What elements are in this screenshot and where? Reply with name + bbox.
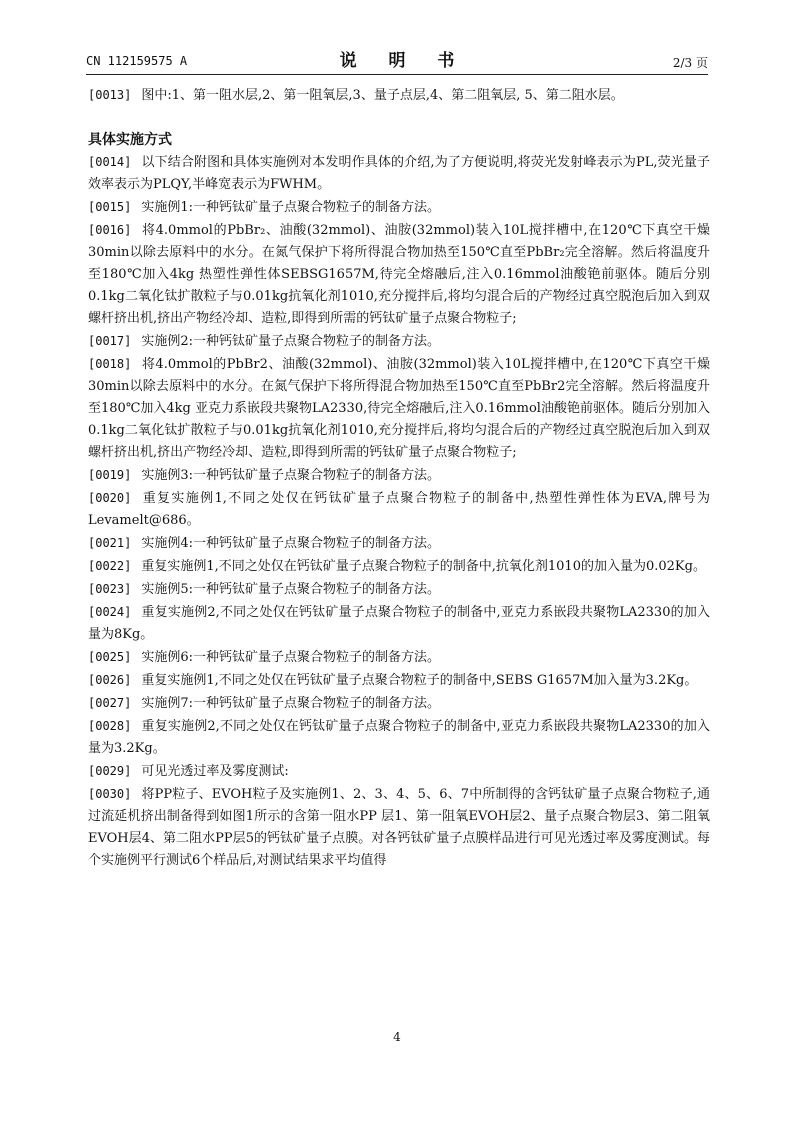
paragraph-number: [0027] — [88, 696, 132, 710]
paragraph-text: 重复实施例2,不同之处仅在钙钛矿量子点聚合物粒子的制备中,亚克力系嵌段共聚物LA2330的加入量为3.2Kg。 — [88, 719, 710, 756]
paragraph — [88, 760, 710, 783]
paragraph — [88, 715, 710, 760]
paragraph-text: 将4.0mmol的PbBr₂、油酸(32mmol)、油胺(32mmol)装入10L搅拌槽中,在120℃下真空干燥30min以除去原料中的水分。在氮气保护下将所得混合物加热至150℃直至PbBr₂完全溶解。然后将温度升至180℃加入4kg 热塑性弹性体SEBSG1657M,待完全熔融后,注入0.16mmol油酸铯前驱体。随后分别0.1kg二氧化钛扩散粒子与0.01kg抗氧化剂1010,充分搅拌后,将均匀混合后的产物经过真空脱泡后加入到双螺杆挤出机,挤出产物经冷却、造粒,即得到所需的钙钛矿量子点聚合物粒子; — [88, 223, 710, 326]
paragraph-number: [0017] — [88, 334, 132, 348]
paragraph — [88, 151, 710, 196]
paragraph — [88, 669, 710, 692]
paragraph — [88, 646, 710, 669]
paragraph-text: 重复实施例1,不同之处仅在钙钛矿量子点聚合物粒子的制备中,SEBS G1657M加入量为3.2Kg。 — [141, 673, 698, 688]
paragraph — [88, 532, 710, 555]
paragraph-number: [0013] — [88, 88, 132, 102]
page-indicator: 2/3 页 — [672, 56, 708, 70]
paragraph-text: 重复实施例1,不同之处仅在钙钛矿量子点聚合物粒子的制备中,抗氧化剂1010的加入量为0.02Kg。 — [141, 559, 706, 574]
paragraph-number: [0028] — [88, 719, 132, 733]
paragraph-text: 图中:1、第一阻水层,2、第一阻氧层,3、量子点层,4、第二阻氧层, 5、第二阻水层。 — [141, 88, 624, 103]
document-title: 说 明 书 — [339, 51, 468, 71]
paragraph-text: 以下结合附图和具体实施例对本发明作具体的介绍,为了方便说明,将荧光发射峰表示为PL,荧光量子效率表示为PLQY,半峰宽表示为FWHM。 — [88, 155, 710, 192]
paragraph — [88, 692, 710, 715]
paragraph-number: [0021] — [88, 536, 132, 550]
paragraph — [88, 196, 710, 219]
paragraph-text: 重复实施例2,不同之处仅在钙钛矿量子点聚合物粒子的制备中,亚克力系嵌段共聚物LA2330的加入量为8Kg。 — [88, 605, 710, 642]
document-body — [88, 84, 710, 872]
paragraph-text: 实施例7:一种钙钛矿量子点聚合物粒子的制备方法。 — [141, 696, 441, 711]
paragraph-number: [0016] — [88, 223, 132, 237]
paragraph-number: [0024] — [88, 605, 132, 619]
paragraph — [88, 219, 710, 330]
paragraph-text: 实施例5:一种钙钛矿量子点聚合物粒子的制备方法。 — [141, 582, 441, 597]
paragraph — [88, 578, 710, 601]
paragraph — [88, 330, 710, 353]
paragraph-number: [0025] — [88, 650, 132, 664]
paragraph-text: 实施例2:一种钙钛矿量子点聚合物粒子的制备方法。 — [141, 334, 441, 349]
paragraph-number: [0026] — [88, 673, 132, 687]
paragraph-text: 重复实施例1,不同之处仅在钙钛矿量子点聚合物粒子的制备中,热塑性弹性体为EVA,牌号为Levamelt@686。 — [88, 491, 710, 528]
paragraph — [88, 464, 710, 487]
paragraph — [88, 353, 710, 464]
document-id: CN 112159575 A — [86, 54, 188, 68]
page-header — [86, 44, 708, 74]
paragraph — [88, 601, 710, 646]
section-heading: 具体实施方式 — [88, 132, 172, 148]
paragraph — [88, 555, 710, 578]
paragraph-number: [0014] — [88, 155, 132, 169]
paragraph-number: [0019] — [88, 468, 132, 482]
paragraph-text: 实施例1:一种钙钛矿量子点聚合物粒子的制备方法。 — [141, 200, 441, 215]
paragraph-number: [0018] — [88, 357, 132, 371]
paragraph-number: [0023] — [88, 582, 132, 596]
paragraph — [88, 783, 710, 872]
paragraph-number: [0022] — [88, 559, 132, 573]
paragraph — [88, 84, 710, 107]
paragraph-text: 实施例3:一种钙钛矿量子点聚合物粒子的制备方法。 — [141, 468, 441, 483]
paragraph-text: 实施例4:一种钙钛矿量子点聚合物粒子的制备方法。 — [141, 536, 441, 551]
header-divider — [86, 74, 708, 75]
paragraph-text: 将4.0mmol的PbBr2、油酸(32mmol)、油胺(32mmol)装入10L搅拌槽中,在120℃下真空干燥30min以除去原料中的水分。在氮气保护下将所得混合物加热至150℃直至PbBr2完全溶解。然后将温度升至180℃加入4kg 亚克力系嵌段共聚物LA2330,待完全熔融后,注入0.16mmol油酸铯前驱体。随后分别加入0.1kg二氧化钛扩散粒子与0.01kg抗氧化剂1010,充分搅拌后,将均匀混合后的产物经过真空脱泡后加入到双螺杆挤出机,挤出产物经冷却、造粒,即得到所需的钙钛矿量子点聚合物粒子; — [88, 357, 710, 460]
paragraph-list — [88, 151, 710, 872]
page-number: 4 — [393, 1030, 401, 1044]
paragraph-number: [0015] — [88, 200, 132, 214]
paragraph-text: 可见光透过率及雾度测试: — [141, 764, 289, 779]
paragraph-number: [0030] — [88, 787, 132, 801]
paragraph-number: [0020] — [88, 491, 132, 505]
paragraph — [88, 487, 710, 532]
paragraph-text: 将PP粒子、EVOH粒子及实施例1、2、3、4、5、6、7中所制得的含钙钛矿量子点聚合物粒子,通过流延机挤出制备得到如图1所示的含第一阻水PP 层1、第一阻氧EVOH层2、量子点聚合物层3、第二阻氧EVOH层4、第二阻水PP层5的钙钛矿量子点膜。对各钙钛矿量子点膜样品进行可见光透过率及雾度测试。每个实施例平行测试6个样品后,对测试结果求平均值得 — [88, 787, 710, 868]
paragraph-text: 实施例6:一种钙钛矿量子点聚合物粒子的制备方法。 — [141, 650, 441, 665]
paragraph-number: [0029] — [88, 764, 132, 778]
